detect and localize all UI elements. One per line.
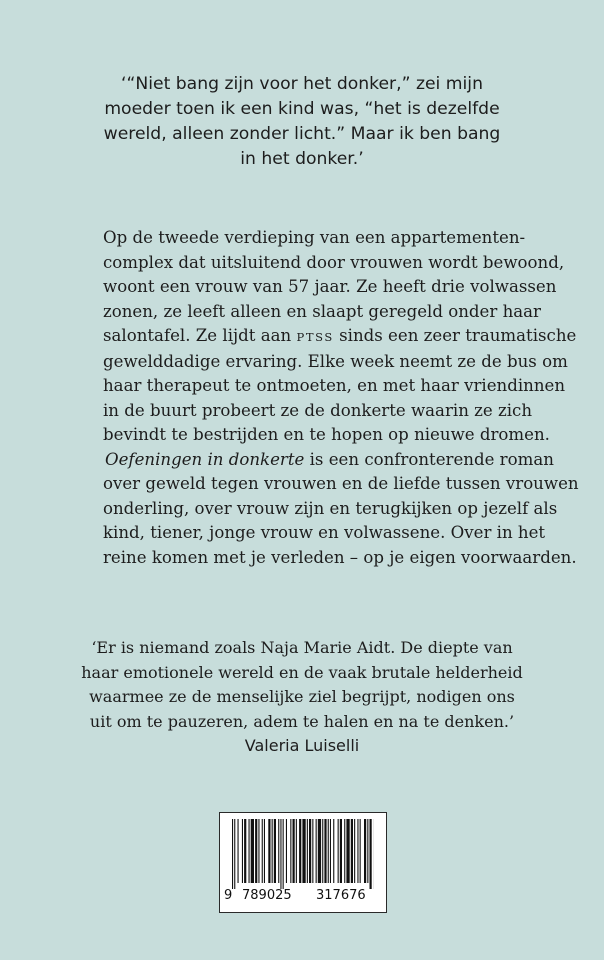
blurb-line: onderling, over vrouw zijn en terugkijken op jezelf als xyxy=(103,498,558,518)
barcode-bars xyxy=(232,819,374,889)
blurb-line xyxy=(103,448,573,473)
epigraph-quote xyxy=(0,72,604,172)
review-author: Valeria Luiselli xyxy=(244,736,360,756)
review-line: ‘Er is niemand zoals Naja Marie Aidt. De diepte van xyxy=(91,638,513,657)
barcode-right-group: 317676 xyxy=(316,888,366,903)
blurb-line: bevindt te bestrijden en te hopen op nieuwe dromen. xyxy=(103,425,550,444)
blurb-segment: salontafel. Ze lijdt aan xyxy=(103,326,297,345)
blurb-line: in de buurt probeert ze de donkerte waarin ze zich xyxy=(103,400,533,420)
quote-line: in het donker.’ xyxy=(240,149,364,169)
blurb-line: kind, tiener, jonge vrouw en volwassene. Over in het xyxy=(103,523,546,542)
quote-line: ‘“Niet bang zijn voor het donker,” zei mijn xyxy=(121,74,483,94)
review-quote xyxy=(0,636,604,759)
blurb-line: Op de tweede verdieping van een appartementen- xyxy=(103,228,526,247)
blurb-line: over geweld tegen vrouwen en de liefde tussen vrouwen xyxy=(103,474,579,493)
barcode-left-group: 789025 xyxy=(242,888,292,903)
blurb-line xyxy=(103,324,577,350)
book-title: Oefeningen in donkerte xyxy=(105,449,305,469)
blurb-segment: is een confronterende roman xyxy=(304,449,554,469)
barcode-digits xyxy=(220,888,386,906)
review-line: uit om te pauzeren, adem te halen en na te denken.’ xyxy=(89,711,515,731)
blurb-line: reine komen met je verleden – op je eigen voorwaarden. xyxy=(103,547,577,567)
blurb-line: zonen, ze leeft alleen en slaapt geregeld onder haar xyxy=(103,301,541,321)
review-line: waarmee ze de menselijke ziel begrijpt, nodigen ons xyxy=(89,687,515,707)
blurb-line: gewelddadige ervaring. Elke week neemt ze de bus om xyxy=(103,351,568,371)
review-line: haar emotionele wereld en de vaak brutale helderheid xyxy=(81,662,523,682)
blurb-line: complex dat uitsluitend door vrouwen wordt bewoond, xyxy=(103,252,565,272)
barcode-first-digit: 9 xyxy=(224,888,233,903)
blurb-line: woont een vrouw van 57 jaar. Ze heeft drie volwassen xyxy=(103,277,557,296)
blurb-segment: sinds een zeer traumatische xyxy=(333,326,577,345)
blurb-line: haar therapeut te ontmoeten, en met haar vriendinnen xyxy=(103,376,566,395)
quote-line: moeder toen ik een kind was, “het is dezelfde xyxy=(104,99,500,119)
isbn-barcode xyxy=(219,812,387,913)
blurb-text xyxy=(103,226,579,570)
quote-line: wereld, alleen zonder licht.” Maar ik ben bang xyxy=(103,124,501,144)
ptss-abbreviation: PTSS xyxy=(296,330,334,344)
